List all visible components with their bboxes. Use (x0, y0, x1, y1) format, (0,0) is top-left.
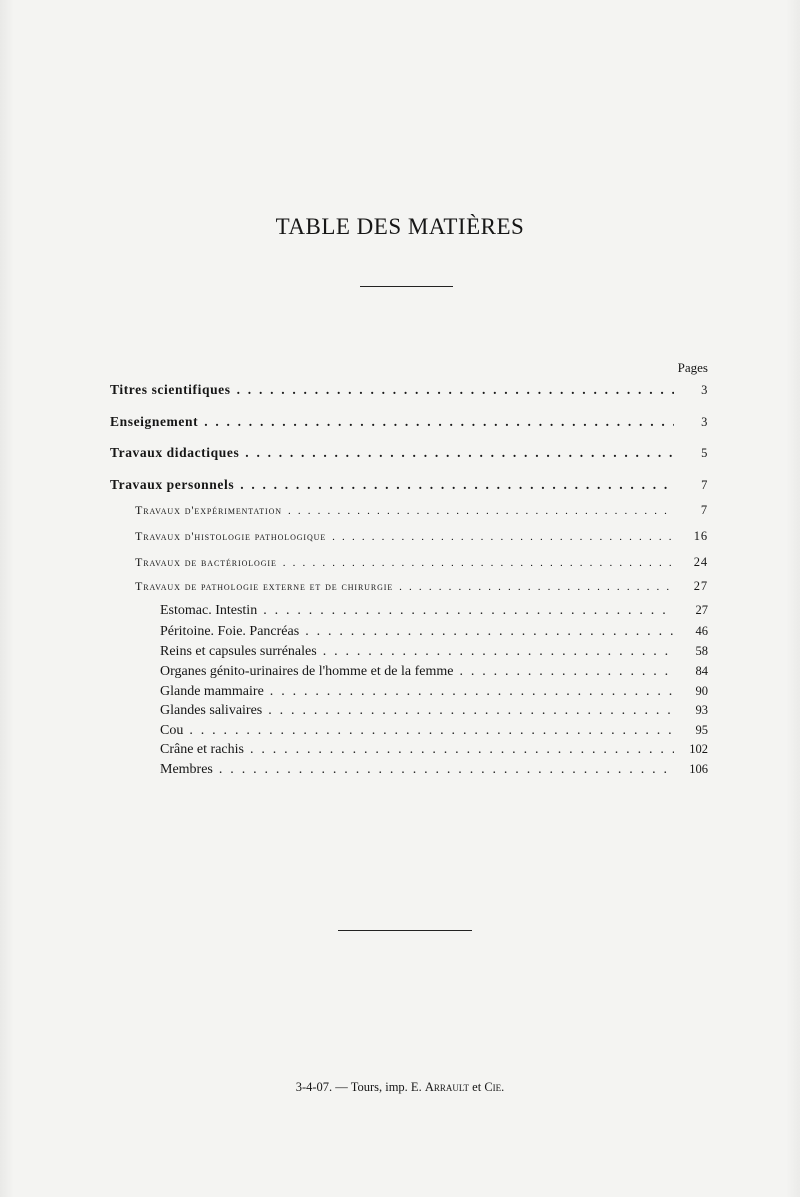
toc-entry-label: Travaux didactiques (110, 445, 240, 460)
toc-entry-page: 16 (693, 529, 708, 543)
toc-entry-label: Reins et capsules surrénales (160, 644, 317, 659)
toc-entry-page: 5 (701, 446, 708, 460)
toc-entry-page: 24 (693, 555, 708, 569)
toc-entry-label: Estomac. Intestin (160, 603, 258, 618)
toc-entry (110, 445, 708, 461)
toc-entry-label: Enseignement (110, 414, 199, 429)
toc-entry-label: Crâne et rachis (160, 742, 244, 757)
toc-entry-label: Titres scientifiques (110, 382, 231, 397)
toc-entry (110, 414, 708, 430)
dot-leader (332, 531, 674, 543)
dot-leader (219, 762, 674, 778)
toc-entry-page: 58 (695, 644, 708, 658)
toc-item (160, 603, 708, 619)
toc-entry-page: 27 (693, 579, 708, 593)
toc-entry (110, 382, 708, 398)
toc-entry-page: 102 (689, 742, 708, 756)
dot-leader (245, 445, 674, 461)
closing-rule (338, 930, 472, 931)
toc-entry-page: 46 (695, 624, 708, 638)
toc-item (160, 644, 708, 660)
toc-item (160, 664, 708, 680)
imprint-suffix: . (501, 1080, 505, 1094)
toc-entry-page: 90 (695, 684, 708, 698)
imprint-company: Cie (484, 1080, 502, 1094)
toc-entry-label: Travaux d'expérimentation (135, 503, 282, 517)
toc-entry-label: Membres (160, 762, 213, 777)
dot-leader (399, 581, 674, 593)
title-rule (360, 286, 453, 287)
dot-leader (305, 624, 674, 640)
toc-entry-page: 7 (701, 478, 708, 492)
imprint-prefix: 3-4-07. — Tours, imp. E. (295, 1080, 425, 1094)
dot-leader (204, 414, 674, 430)
pages-column-header: Pages (677, 360, 708, 375)
toc-entry-page: 27 (695, 603, 708, 617)
toc-entry-label: Péritoine. Foie. Pancréas (160, 624, 300, 639)
imprint-printer: Arrault (424, 1080, 470, 1094)
toc-item (160, 723, 708, 739)
toc-item (160, 624, 708, 640)
toc-entry-page: 7 (700, 503, 708, 517)
toc-entry-label: Glande mammaire (160, 684, 264, 699)
dot-leader (288, 505, 674, 517)
toc-entry-page: 93 (695, 703, 708, 717)
dot-leader (459, 664, 674, 680)
dot-leader (268, 703, 674, 719)
toc-item (160, 684, 708, 700)
toc-entry-label: Travaux de pathologie externe et de chirurgie (135, 579, 394, 593)
dot-leader (237, 382, 674, 398)
page-title: TABLE DES MATIÈRES (275, 214, 525, 239)
toc-subentry (135, 579, 708, 594)
toc-entry-label: Cou (160, 723, 184, 738)
toc-entry-label: Travaux personnels (110, 477, 235, 492)
dot-leader (240, 477, 674, 493)
toc-entry-page: 95 (695, 723, 708, 737)
toc-entry-page: 84 (695, 664, 708, 678)
dot-leader (189, 723, 674, 739)
toc-entry-page: 106 (689, 762, 708, 776)
dot-leader (270, 684, 674, 700)
toc-subentry (135, 503, 708, 518)
toc-entry-label: Glandes salivaires (160, 703, 263, 718)
toc-subentry (135, 529, 708, 544)
toc-item (160, 762, 708, 778)
imprint-middle: et (469, 1080, 485, 1094)
toc-entry-label: Organes génito-urinaires de l'homme et de la femme (160, 664, 454, 679)
dot-leader (283, 557, 674, 569)
toc-entry (110, 477, 708, 493)
toc-entry-page: 3 (701, 383, 708, 397)
dot-leader (323, 644, 674, 660)
dot-leader (250, 742, 674, 758)
printer-imprint (0, 1080, 800, 1095)
toc-entry-label: Travaux de bactériologie (135, 555, 277, 569)
dot-leader (263, 603, 674, 619)
toc-subentry (135, 555, 708, 570)
toc-item (160, 703, 708, 719)
toc-entry-page: 3 (701, 415, 708, 429)
toc-item (160, 742, 708, 758)
toc-entry-label: Travaux d'histologie pathologique (135, 529, 327, 543)
